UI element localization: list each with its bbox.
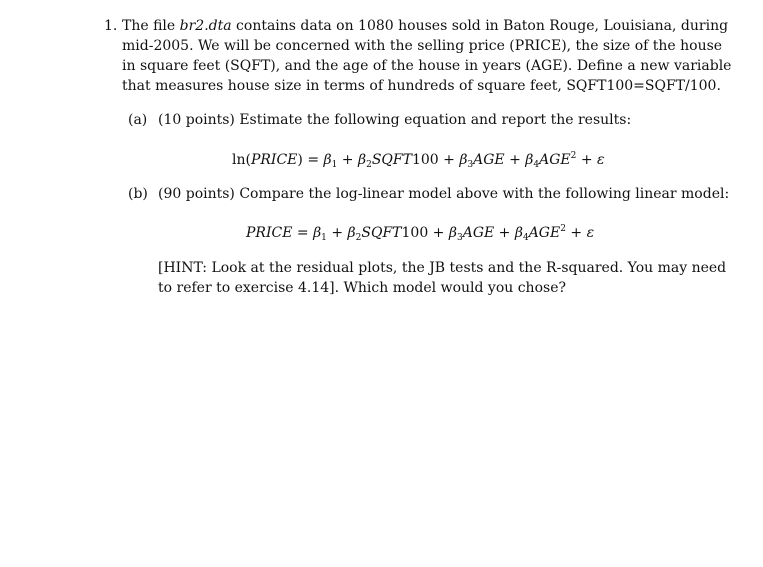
- intro-line-3: in square feet (SQFT), and the age of the house in years (AGE). Define a new variable: [122, 58, 732, 74]
- question-number: 1.: [104, 18, 118, 34]
- intro-line-2: mid-2005. We will be concerned with the selling price (PRICE), the size of the house: [122, 38, 723, 54]
- part-a-label: (a): [128, 112, 148, 128]
- file-name: br2.dta: [179, 18, 232, 34]
- part-b-text: (90 points) Compare the log-linear model above with the following linear model:: [158, 186, 730, 202]
- part-b-equation: PRICE = $\beta_1$ + $\beta_2SQFT100 + \beta_3AGE + \beta_4AGE^2 + \varepsilon$: [246, 224, 595, 243]
- part-b-label: (b): [128, 186, 148, 202]
- intro-line-1: The file br2.dta contains data on 1080 houses sold in Baton Rouge, Louisiana, during: [122, 18, 729, 34]
- hint-paragraph: [158, 258, 727, 298]
- intro-line-4: that measures house size in terms of hundreds of square feet, SQFT100=SQFT/100.: [122, 78, 721, 94]
- hint-line-2: to refer to exercise 4.14]. Which model would you chose?: [158, 280, 566, 296]
- part-a-equation: ln(PRICE) = $\beta_1$ + $\beta_2SQFT100 + \beta_3AGE + \beta_4AGE^2 + \varepsilon$: [232, 151, 605, 170]
- hint-line-1: [HINT: Look at the residual plots, the JB tests and the R-squared. You may need: [158, 260, 727, 276]
- part-a-text: (10 points) Estimate the following equation and report the results:: [158, 112, 632, 128]
- question-intro: [122, 16, 732, 96]
